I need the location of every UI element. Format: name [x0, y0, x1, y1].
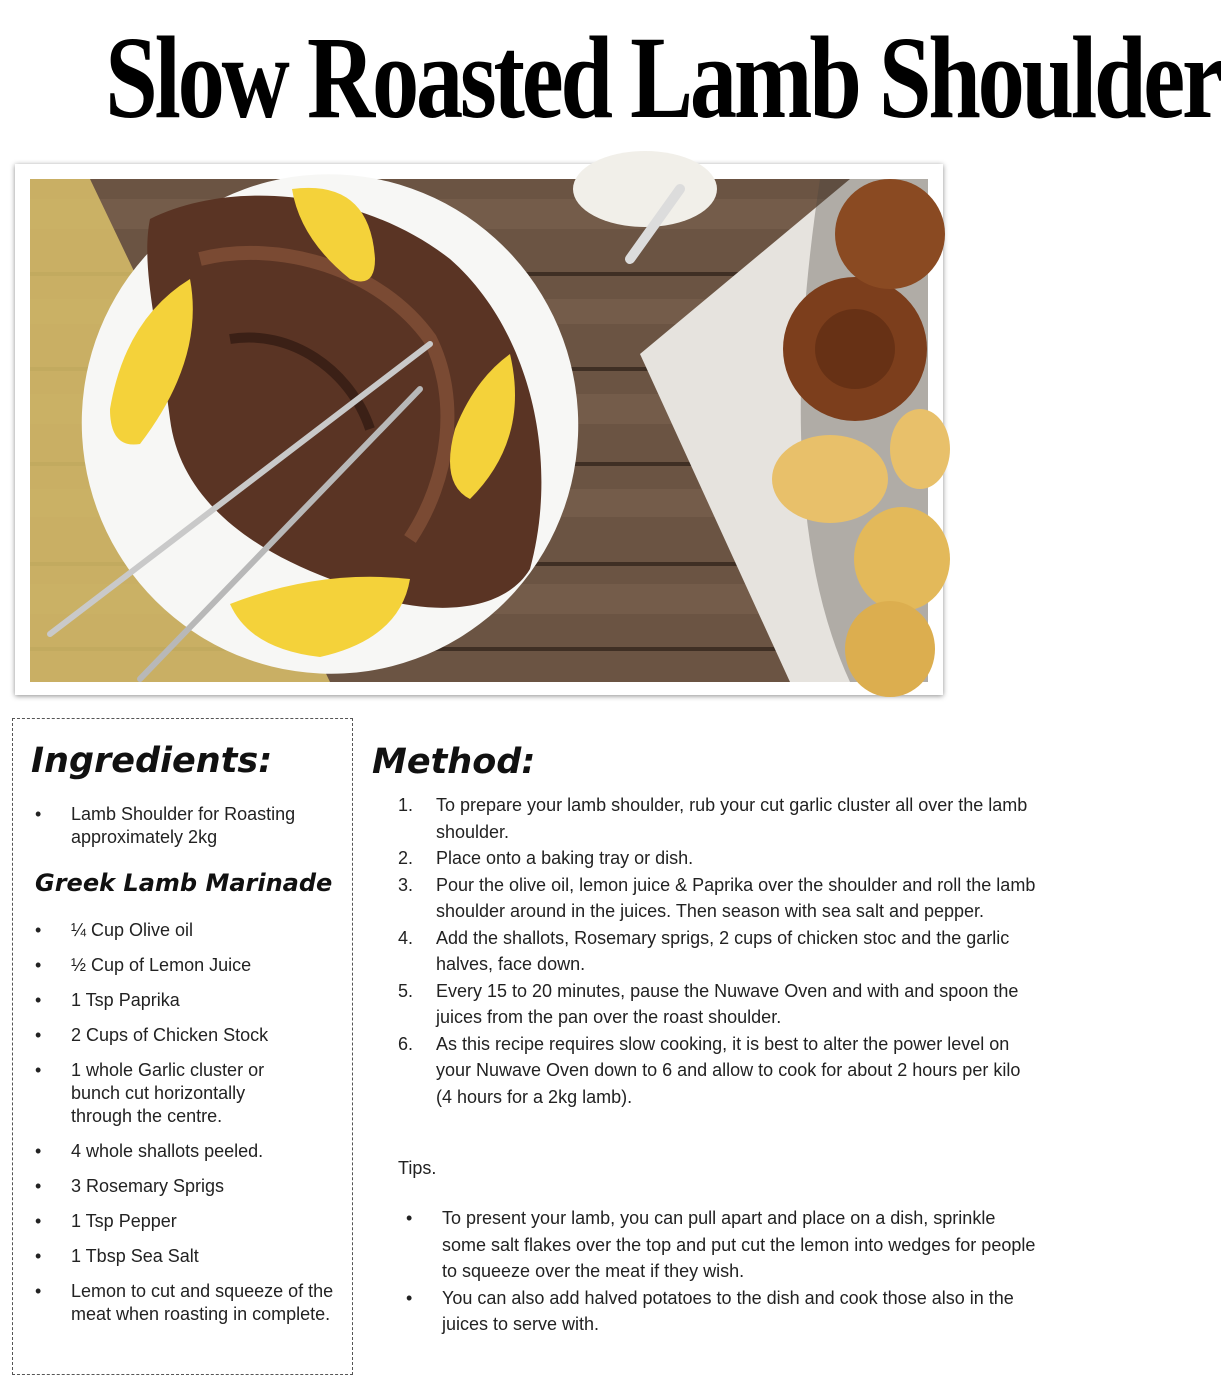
bullet: • [35, 804, 42, 824]
method-step [398, 845, 1038, 872]
marinade-heading: Greek Lamb Marinade [35, 869, 333, 897]
bullet: • [35, 1060, 42, 1080]
bullet: • [35, 1025, 42, 1045]
bullet: • [35, 1211, 42, 1231]
tip-item [406, 1285, 1042, 1338]
method-steps [398, 792, 1038, 1110]
tips-label: Tips. [398, 1158, 437, 1178]
bullet: • [35, 1281, 42, 1301]
step-number: 4. [398, 927, 414, 948]
bullet: • [35, 920, 42, 940]
method-step [398, 792, 1038, 845]
list-item [35, 919, 341, 942]
ingredients-main-list [35, 803, 352, 849]
list-item-text: 1 whole Garlic cluster or bunch cut horizontally through the centre. [71, 1060, 265, 1126]
recipe-photo-frame [15, 164, 943, 695]
step-text: To prepare your lamb shoulder, rub your cut garlic cluster all over the lamb shoulder. [436, 795, 1028, 842]
list-item [35, 1024, 341, 1047]
tip-item [406, 1205, 1042, 1285]
bullet: • [35, 1176, 42, 1196]
step-text: Every 15 to 20 minutes, pause the Nuwave Oven and with and spoon the juices from the pan over the roast shoulder. [436, 980, 1019, 1027]
bullet: • [35, 1246, 42, 1266]
list-item-text: 2 Cups of Chicken Stock [71, 1025, 269, 1045]
marinade-list [35, 919, 341, 1338]
list-item-text: ¼ Cup Olive oil [71, 920, 194, 940]
bullet: • [35, 990, 42, 1010]
list-item [35, 989, 341, 1012]
step-number: 3. [398, 874, 414, 895]
list-item [35, 1210, 341, 1233]
method-step [398, 925, 1038, 978]
list-item-text: Lamb Shoulder for Roasting approximately 2kg [71, 804, 296, 847]
bullet: • [35, 1141, 42, 1161]
step-text: Place onto a baking tray or dish. [436, 848, 694, 868]
method-heading: Method: [372, 742, 536, 782]
tips-list [406, 1205, 1042, 1338]
list-item [35, 1059, 301, 1128]
method-step [398, 978, 1038, 1031]
bullet: • [406, 1208, 413, 1228]
list-item [35, 1140, 341, 1163]
tip-text: To present your lamb, you can pull apart and place on a dish, sprinkle some salt flakes over the top and put cut the lemon into wedges for people to squeeze over the meat if they wish. [442, 1208, 1036, 1281]
list-item [35, 954, 341, 977]
step-text: Add the shallots, Rosemary sprigs, 2 cups of chicken stoc and the garlic halves, face down. [436, 927, 1010, 974]
list-item-text: Lemon to cut and squeeze of the meat when roasting in complete. [71, 1281, 334, 1324]
list-item-text: ½ Cup of Lemon Juice [71, 955, 252, 975]
recipe-photo [30, 179, 928, 682]
list-item-text: 1 Tbsp Sea Salt [71, 1246, 199, 1266]
bullet: • [35, 955, 42, 975]
list-item [35, 1280, 341, 1326]
list-item-text: 3 Rosemary Sprigs [71, 1176, 225, 1196]
step-text: Pour the olive oil, lemon juice & Paprika over the shoulder and roll the lamb shoulder around in the juices. Then season with sea salt and pepper. [436, 874, 1036, 921]
page-title: Slow Roasted Lamb Shoulder [105, 12, 1221, 143]
tip-text: You can also add halved potatoes to the dish and cook those also in the juices to serve with. [442, 1287, 1014, 1334]
list-item-text: 1 Tsp Paprika [71, 990, 180, 1010]
list-item-text: 4 whole shallots peeled. [71, 1141, 264, 1161]
list-item [35, 803, 352, 849]
list-item-text: 1 Tsp Pepper [71, 1211, 177, 1231]
method-step [398, 872, 1038, 925]
step-text: As this recipe requires slow cooking, it is best to alter the power level on your Nuwave Oven down to 6 and allow to cook for about 2 hours per kilo (4 hours for a 2kg lamb). [436, 1033, 1021, 1107]
ingredients-heading: Ingredients: [31, 741, 273, 781]
step-number: 1. [398, 795, 414, 815]
list-item [35, 1245, 341, 1268]
step-number: 5. [398, 980, 414, 1001]
method-step [398, 1031, 1038, 1111]
step-number: 6. [398, 1033, 414, 1054]
step-number: 2. [398, 848, 414, 868]
bullet: • [406, 1287, 413, 1308]
list-item [35, 1175, 341, 1198]
ingredients-panel [12, 718, 353, 1375]
